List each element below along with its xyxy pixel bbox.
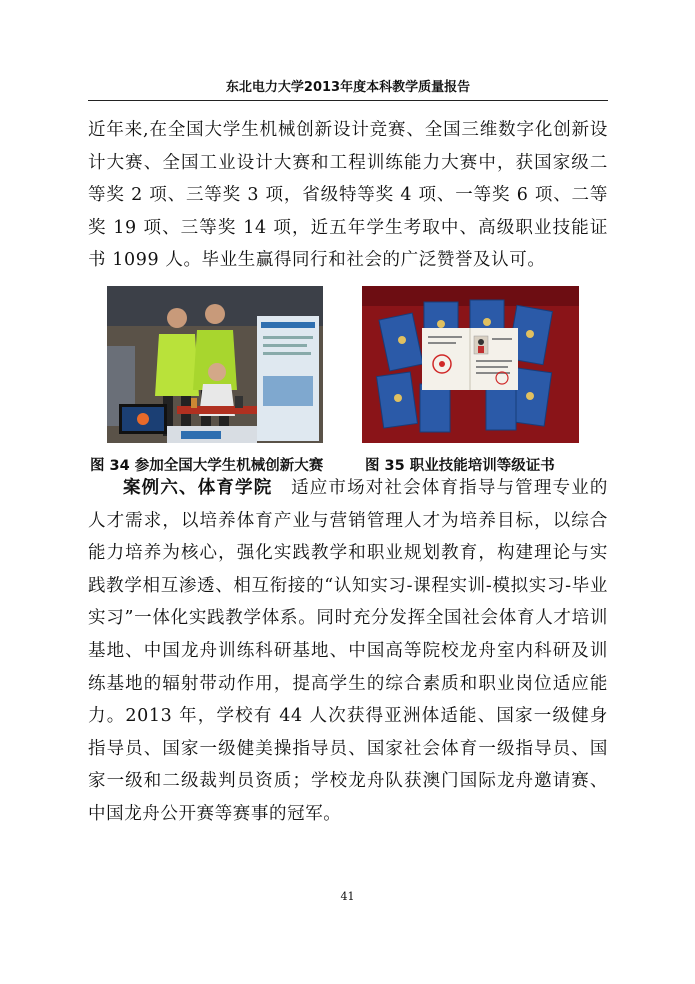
photo-skill-certificates	[362, 286, 579, 443]
paragraph-case-six-sports-college	[88, 472, 608, 831]
case-six-heading: 案例六、体育学院	[123, 478, 273, 498]
photo-mechanical-innovation-contest	[107, 286, 323, 443]
page-header	[88, 78, 608, 101]
paragraph-competition-awards: 近年来,在全国大学生机械创新设计竞赛、全国三维数字化创新设计大赛、全国工业设计大赛和工程训练能力大赛中，获国家级二等奖 2 项、三等奖 3 项，省级特等奖 4 项、一等奖 6 项、二等奖 19 项、三等奖 14 项，近五年学生考取中、高级职业技能证书 1099 人。毕业生赢得同行和社会的广泛赞誉及认可。	[88, 120, 608, 271]
figure-34-caption: 图 34 参加全国大学生机械创新大赛	[90, 458, 324, 474]
report-title: 东北电力大学2013年度本科教学质量报告	[225, 80, 471, 95]
page-number: 41	[340, 890, 355, 903]
case-six-body: 适应市场对社会体育指导与管理专业的人才需求，以培养体育产业与营销管理人才为培养目标，以综合能力培养为核心，强化实践教学和职业规划教育，构建理论与实践教学相互渗透、相互衔接的“认知实习-课程实训-模拟实习-毕业实习”一体化实践教学体系。同时充分发挥全国社会体育人才培训基地、中国龙舟训练科研基地、中国高等院校龙舟室内科研及训练基地的辐射带动作用，提高学生的综合素质和职业岗位适应能力。2013 年，学校有 44 人次获得亚洲体适能、国家一级健身指导员、国家一级健美操指导员、国家社会体育一级指导员、国家一级和二级裁判员资质；学校龙舟队获澳门国际龙舟邀请赛、中国龙舟公开赛等赛事的冠军。	[88, 478, 608, 824]
figure-35-caption: 图 35 职业技能培训等级证书	[365, 458, 555, 474]
